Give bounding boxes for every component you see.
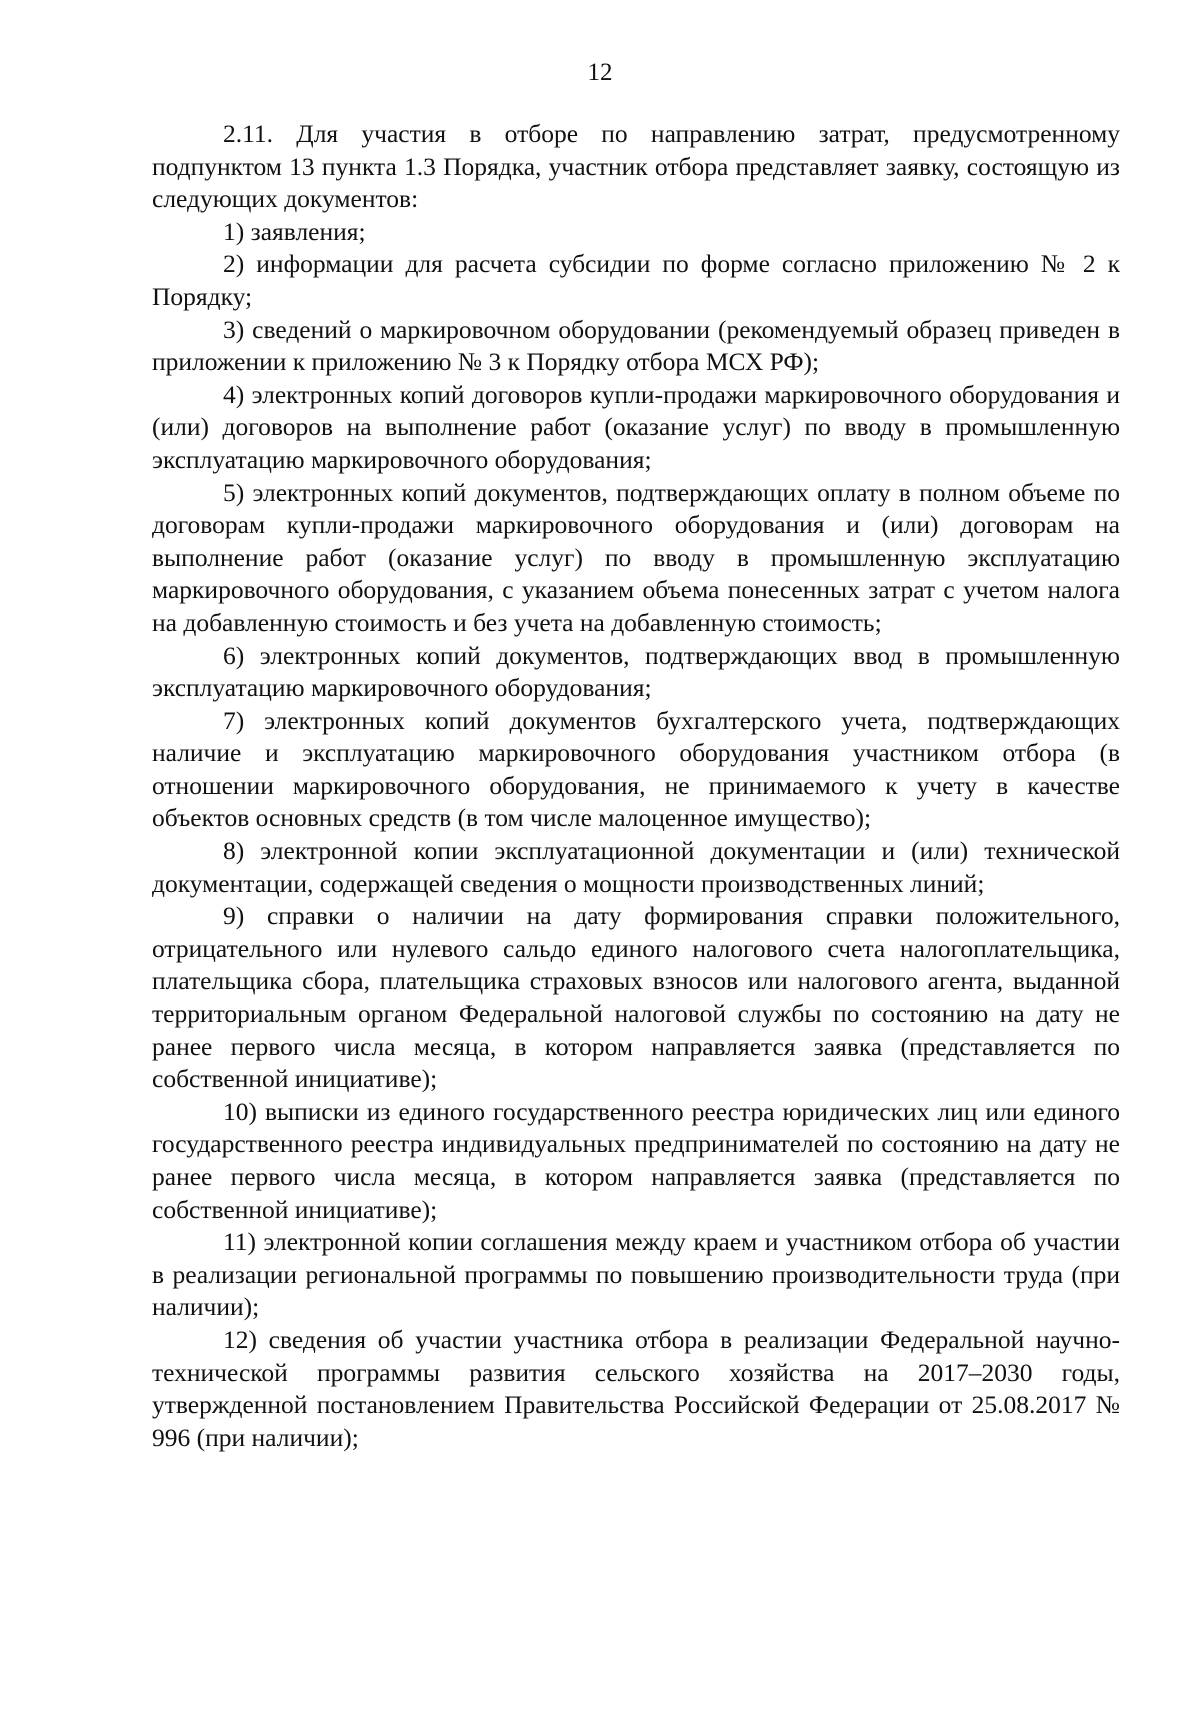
- list-item-6: 6) электронных копий документов, подтверждающих ввод в промышленную эксплуатацию маркировочного оборудования;: [152, 640, 1120, 703]
- list-item-2: 2) информации для расчета субсидии по форме согласно приложению № 2 к Порядку;: [152, 249, 1120, 311]
- page-number: 12: [587, 59, 613, 86]
- list-item-1: 1) заявления;: [223, 216, 366, 246]
- list-item-9: 9) справки о наличии на дату формирования справки положительного, отрицательного или нулевого сальдо единого налогового счета налогоплательщика, плательщика сбора, плательщика страховых взносов или налогового агента, выданной территориальным органом Федеральной налоговой службы по состоянию на дату не ранее первого числа месяца, в котором направляется заявка (представляется по собственной инициативе);: [152, 901, 1120, 1094]
- document-body: [152, 118, 1120, 1454]
- list-item-7: 7) электронных копий документов бухгалтерского учета, подтверждающих наличие и эксплуатацию маркировочного оборудования участником отбора (в отношении маркировочного оборудования, не принимаемого к учету в качестве объектов основных средств (в том числе малоценное имущество);: [152, 705, 1120, 833]
- list-item-3: 3) сведений о маркировочном оборудовании (рекомендуемый образец приведен в приложении к приложению № 3 к Порядку отбора МСХ РФ);: [152, 314, 1120, 377]
- list-item-4: 4) электронных копий договоров купли-продажи маркировочного оборудования и (или) договоров на выполнение работ (оказание услуг) по вводу в промышленную эксплуатацию маркировочного оборудования;: [152, 379, 1120, 474]
- paragraph-intro: 2.11. Для участия в отборе по направлению затрат, предусмотренному подпунктом 13 пункта 1.3 Порядка, участник отбора представляет заявку, состоящую из следующих документов:: [152, 119, 1120, 214]
- list-item-8: 8) электронной копии эксплуатационной документации и (или) технической документации, содержащей сведения о мощности производственных линий;: [152, 836, 1120, 898]
- list-item-11: 11) электронной копии соглашения между краем и участником отбора об участии в реализации региональной программы по повышению производительности труда (при наличии);: [152, 1227, 1120, 1322]
- list-item-5: 5) электронных копий документов, подтверждающих оплату в полном объеме по договорам купли-продажи маркировочного оборудования и (или) договорам на выполнение работ (оказание услуг) по вводу в промышленную эксплуатацию маркировочного оборудования, с указанием объема понесенных затрат с учетом налога на добавленную стоимость и без учета на добавленную стоимость;: [152, 477, 1120, 637]
- list-item-12: 12) сведения об участии участника отбора в реализации Федеральной научно-технической программы развития сельского хозяйства на 2017–2030 годы, утвержденной постановлением Правительства Российской Федерации от 25.08.2017 № 996 (при наличии);: [152, 1324, 1120, 1452]
- list-item-10: 10) выписки из единого государственного реестра юридических лиц или единого государственного реестра индивидуальных предпринимателей по состоянию на дату не ранее первого числа месяца, в котором направляется заявка (представляется по собственной инициативе);: [152, 1096, 1120, 1224]
